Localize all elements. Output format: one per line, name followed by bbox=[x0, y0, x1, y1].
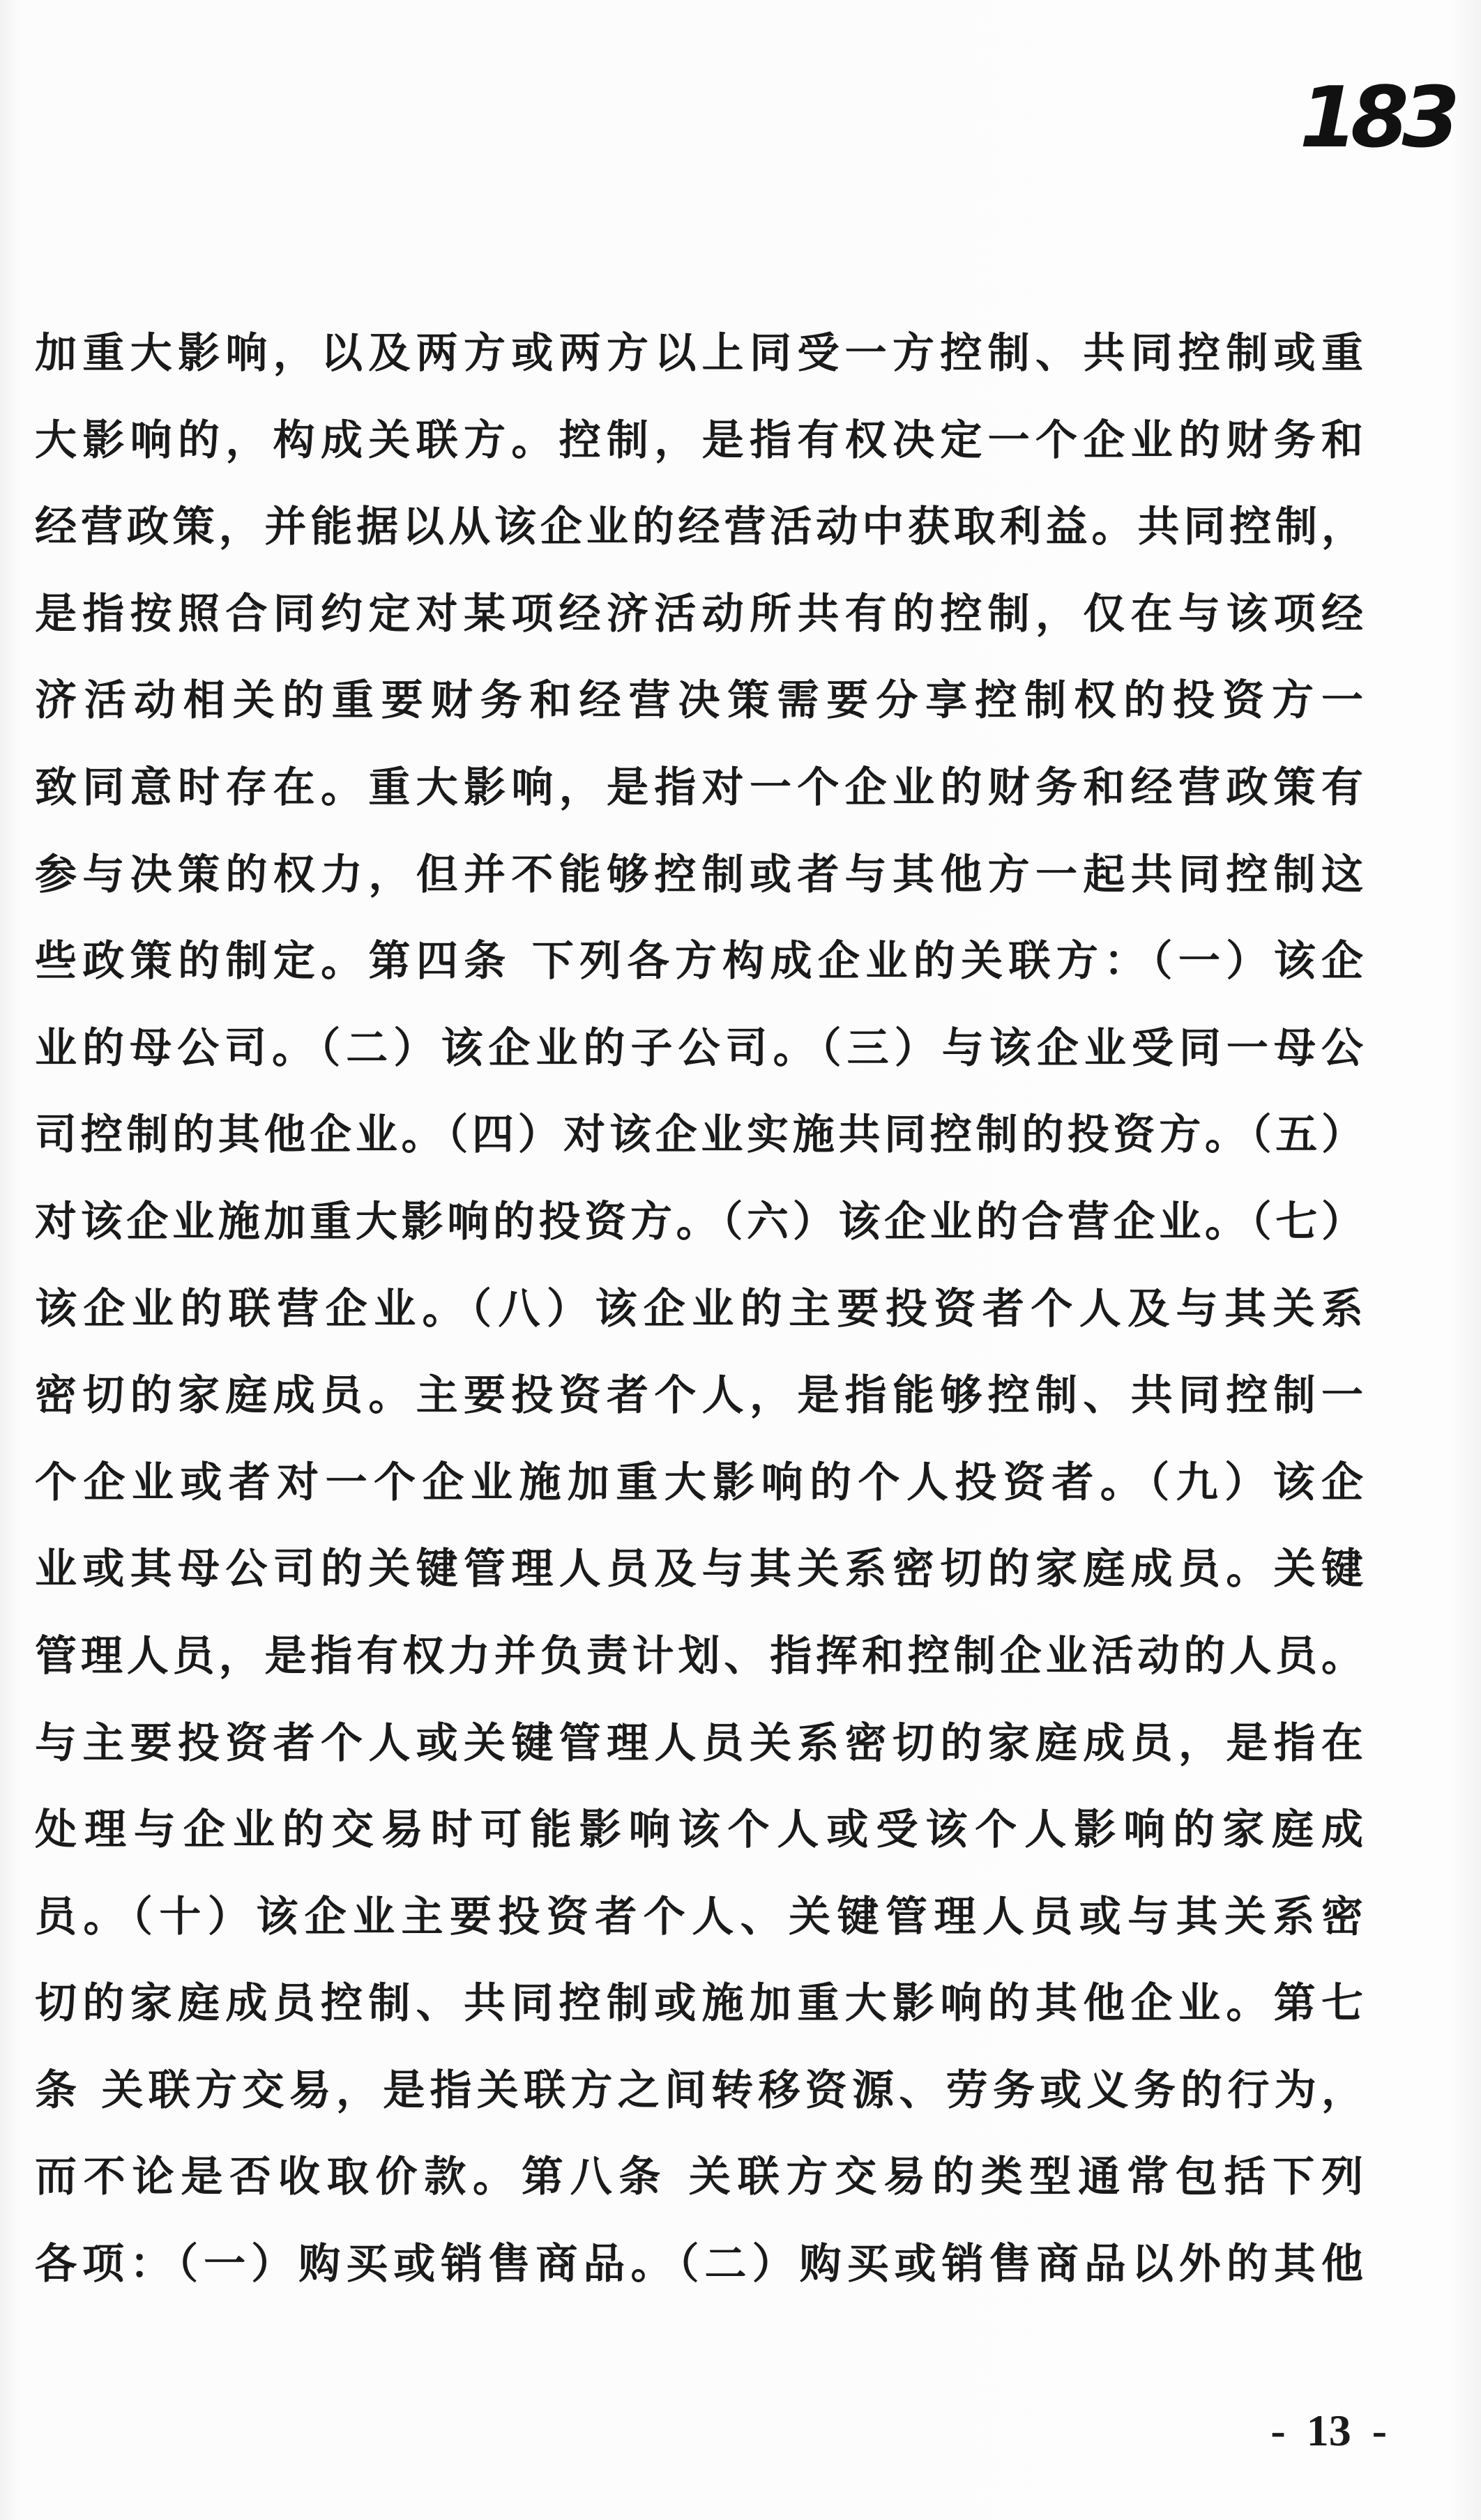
text-line: 业的母公司。（二）该企业的子公司。（三）与该企业受同一母公 bbox=[35, 1023, 1363, 1073]
text-line: 切的家庭成员控制、共同控制或施加重大影响的其他企业。第七 bbox=[35, 1979, 1363, 2029]
text-line: 密切的家庭成员。主要投资者个人，是指能够控制、共同控制一 bbox=[35, 1371, 1363, 1421]
text-line: 对该企业施加重大影响的投资方。（六）该企业的合营企业。（七） bbox=[35, 1197, 1363, 1246]
footer-page-number: - 13 - bbox=[1270, 2406, 1387, 2455]
text-line: 员。（十）该企业主要投资者个人、关键管理人员或与其关系密 bbox=[35, 1892, 1363, 1941]
text-line: 管理人员，是指有权力并负责计划、指挥和控制企业活动的人员。 bbox=[35, 1631, 1363, 1681]
text-line: 该企业的联营企业。（八）该企业的主要投资者个人及与其关系 bbox=[35, 1284, 1363, 1334]
text-line: 济活动相关的重要财务和经营决策需要分享控制权的投资方一 bbox=[35, 676, 1363, 726]
text-line: 是指按照合同约定对某项经济活动所共有的控制，仅在与该项经 bbox=[35, 589, 1363, 639]
text-line: 些政策的制定。第四条 下列各方构成企业的关联方：（一）该企 bbox=[35, 937, 1363, 986]
text-line: 条 关联方交易，是指关联方之间转移资源、劳务或义务的行为， bbox=[35, 2065, 1363, 2115]
text-line: 各项：（一）购买或销售商品。（二）购买或销售商品以外的其他 bbox=[35, 2240, 1363, 2289]
text-line: 致同意时存在。重大影响，是指对一个企业的财务和经营政策有 bbox=[35, 763, 1363, 812]
text-line: 个企业或者对一个企业施加重大影响的个人投资者。（九）该企 bbox=[35, 1458, 1363, 1507]
text-line: 业或其母公司的关键管理人员及与其关系密切的家庭成员。关键 bbox=[35, 1545, 1363, 1594]
text-line: 与主要投资者个人或关键管理人员关系密切的家庭成员，是指在 bbox=[35, 1718, 1363, 1768]
body-text bbox=[35, 310, 1363, 2308]
text-line: 加重大影响，以及两方或两方以上同受一方控制、共同控制或重 bbox=[35, 329, 1363, 378]
text-line: 经营政策，并能据以从该企业的经营活动中获取利益。共同控制， bbox=[35, 503, 1363, 552]
text-line: 大影响的，构成关联方。控制，是指有权决定一个企业的财务和 bbox=[35, 415, 1363, 465]
text-line: 处理与企业的交易时可能影响该个人或受该个人影响的家庭成 bbox=[35, 1805, 1363, 1855]
text-line: 而不论是否收取价款。第八条 关联方交易的类型通常包括下列 bbox=[35, 2153, 1363, 2202]
text-line: 司控制的其他企业。（四）对该企业实施共同控制的投资方。（五） bbox=[35, 1110, 1363, 1160]
text-line: 参与决策的权力，但并不能够控制或者与其他方一起共同控制这 bbox=[35, 850, 1363, 899]
handwritten-page-number: 183 bbox=[1299, 70, 1453, 167]
